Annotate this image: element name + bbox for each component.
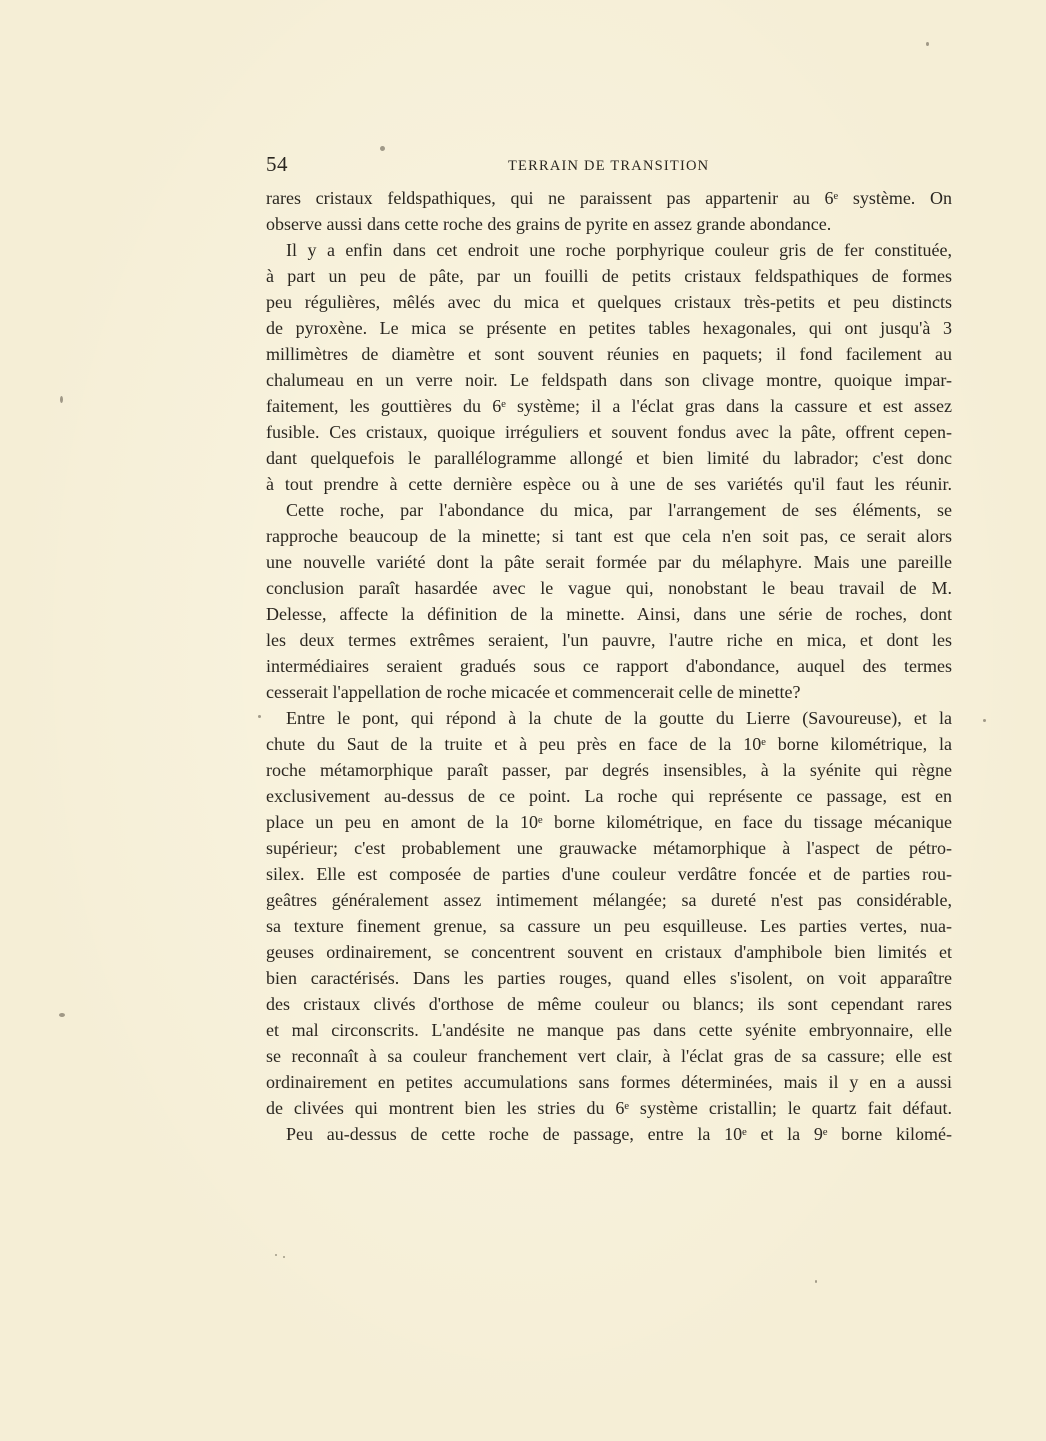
ink-speck <box>258 715 261 718</box>
text-line: à part un peu de pâte, par un fouilli de petits cristaux feldspathiques de formes <box>266 266 952 286</box>
ink-speck <box>59 1013 65 1017</box>
text-line: observe aussi dans cette roche des grains de pyrite en assez grande abondance. <box>266 214 832 234</box>
ink-speck <box>60 396 63 403</box>
text-line: peu régulières, mêlés avec du mica et quelques cristaux très-petits et peu distincts <box>266 292 952 312</box>
text-line: à tout prendre à cette dernière espèce ou à une de ses variétés qu'il faut les réunir. <box>266 474 952 494</box>
ink-speck <box>926 42 929 46</box>
text-line: chalumeau en un verre noir. Le feldspath dans son clivage montre, quoique impar- <box>266 370 952 390</box>
text-line: dant quelquefois le parallélogramme allongé et bien limité du labrador; c'est donc <box>266 448 952 468</box>
ink-speck <box>283 1256 285 1258</box>
text-line: fusible. Ces cristaux, quoique irréguliers et souvent fondus avec la pâte, offrent cepen- <box>266 422 952 442</box>
text-line: geâtres généralement assez intimement mélangée; sa dureté n'est pas considérable, <box>266 890 952 910</box>
text-line: cesserait l'appellation de roche micacée et commencerait celle de minette? <box>266 682 801 702</box>
text-line: faitement, les gouttières du 6ᵉ système; il a l'éclat gras dans la cassure et est assez <box>266 396 952 416</box>
text-line: les deux termes extrêmes seraient, l'un pauvre, l'autre riche en mica, et dont les <box>266 630 952 650</box>
text-line: place un peu en amont de la 10ᵉ borne kilométrique, en face du tissage mécanique <box>266 812 952 832</box>
text-line: intermédiaires seraient gradués sous ce rapport d'abondance, auquel des termes <box>266 656 952 676</box>
text-line: sa texture finement grenue, sa cassure un peu esquilleuse. Les parties vertes, nua- <box>266 916 952 936</box>
text-line: geuses ordinairement, se concentrent souvent en cristaux d'amphibole bien limités et <box>266 942 952 962</box>
text-line: chute du Saut de la truite et à peu près en face de la 10ᵉ borne kilométrique, la <box>266 734 952 754</box>
ink-speck <box>815 1280 817 1283</box>
text-line: rapproche beaucoup de la minette; si tant est que cela n'en soit pas, ce serait alors <box>266 526 952 546</box>
text-line: bien caractérisés. Dans les parties rouges, quand elles s'isolent, on voit apparaître <box>266 968 952 988</box>
text-line: et mal circonscrits. L'andésite ne manque pas dans cette syénite embryonnaire, elle <box>266 1020 952 1040</box>
text-line: millimètres de diamètre et sont souvent réunies en paquets; il fond facilement au <box>266 344 952 364</box>
text-line: se reconnaît à sa couleur franchement vert clair, à l'éclat gras de sa cassure; elle est <box>266 1046 952 1066</box>
text-line: Delesse, affecte la définition de la minette. Ainsi, dans une série de roches, dont <box>266 604 952 624</box>
text-line: de clivées qui montrent bien les stries du 6ᵉ système cristallin; le quartz fait défaut. <box>266 1098 952 1118</box>
text-line: une nouvelle variété dont la pâte serait formée par du mélaphyre. Mais une pareille <box>266 552 952 572</box>
text-line: de pyroxène. Le mica se présente en petites tables hexagonales, qui ont jusqu'à 3 <box>266 318 952 338</box>
text-line: Il y a enfin dans cet endroit une roche porphyrique couleur gris de fer constituée, <box>286 240 952 260</box>
ink-speck <box>380 146 385 151</box>
text-line: Peu au-dessus de cette roche de passage, entre la 10ᵉ et la 9ᵉ borne kilomé- <box>286 1124 952 1144</box>
text-line: Entre le pont, qui répond à la chute de la goutte du Lierre (Savoureuse), et la <box>286 708 952 728</box>
text-line: silex. Elle est composée de parties d'une couleur verdâtre foncée et de parties rou- <box>266 864 952 884</box>
ink-speck <box>983 719 986 722</box>
text-line: roche métamorphique paraît passer, par degrés insensibles, à la syénite qui règne <box>266 760 952 780</box>
text-line: supérieur; c'est probablement une grauwacke métamorphique à l'aspect de pétro- <box>266 838 952 858</box>
text-line: ordinairement en petites accumulations sans formes déterminées, mais il y en a aussi <box>266 1072 952 1092</box>
text-line: Cette roche, par l'abondance du mica, par l'arrangement de ses éléments, se <box>286 500 952 520</box>
text-line: conclusion paraît hasardée avec le vague qui, nonobstant le beau travail de M. <box>266 578 952 598</box>
ink-speck <box>275 1254 277 1256</box>
text-line: des cristaux clivés d'orthose de même couleur ou blancs; ils sont cependant rares <box>266 994 952 1014</box>
text-line: rares cristaux feldspathiques, qui ne paraissent pas appartenir au 6ᵉ système. On <box>266 188 952 208</box>
running-head <box>266 152 952 182</box>
page-number: 54 <box>266 152 288 176</box>
text-line: exclusivement au-dessus de ce point. La roche qui représente ce passage, est en <box>266 786 952 806</box>
body-text <box>266 185 952 1147</box>
running-title: TERRAIN DE TRANSITION <box>508 158 710 174</box>
